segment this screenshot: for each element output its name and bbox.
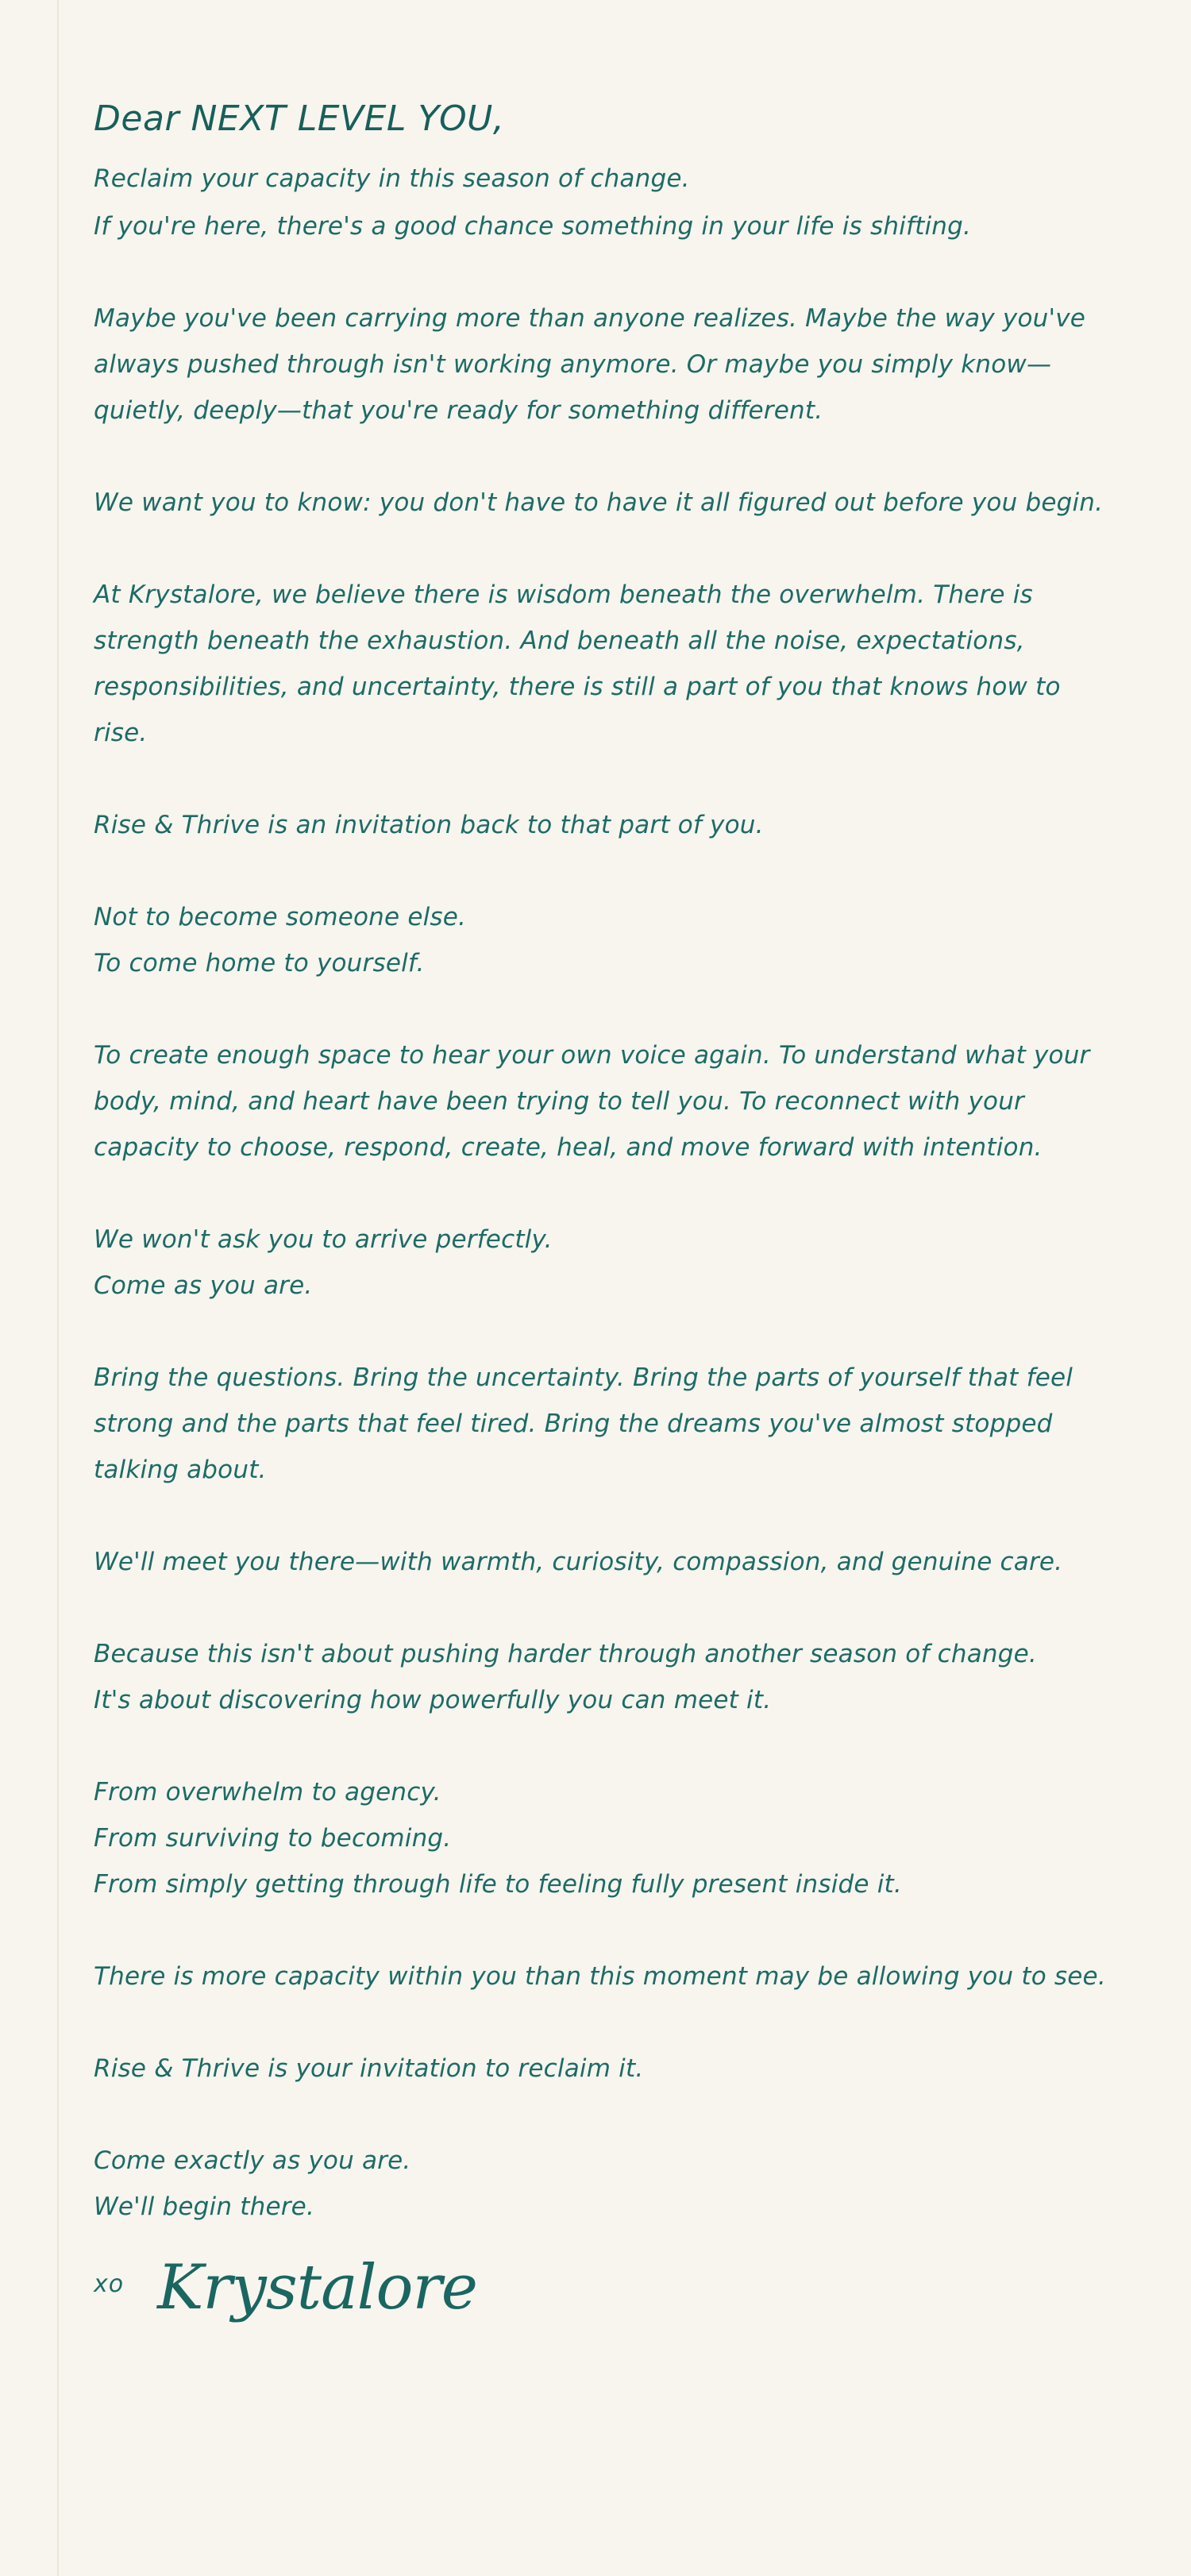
letter-greeting: Dear NEXT LEVEL YOU, (94, 98, 505, 139)
paragraph-reclaim-it: Rise & Thrive is your invitation to reclaim it. (94, 2054, 644, 2083)
intro-line-1: Reclaim your capacity in this season of change. (94, 164, 690, 193)
paragraph-figured-out: We want you to know: you don't have to have it all figured out before you begin. (94, 488, 1104, 517)
paragraph-more-capacity: There is more capacity within you than this moment may be allowing you to see. (94, 1962, 1106, 1991)
arrive-perfectly-line: We won't ask you to arrive perfectly. (94, 1225, 553, 1254)
closing-line-1: Come exactly as you are. (94, 2146, 411, 2175)
paragraph-invitation: Rise & Thrive is an invitation back to that part of you. (94, 811, 764, 839)
come-home-line: To come home to yourself. (94, 949, 425, 978)
pushing-harder-line: Because this isn't about pushing harder through another season of change. (94, 1640, 1037, 1668)
signature-krystalore: Krystalore (157, 2252, 477, 2323)
paragraph-create-space: To create enough space to hear your own voice again. To understand what your body, mind, and heart have been trying to tell you. To reconnect with your capacity to choose, respond, create, heal, and move forward with intention. (94, 1041, 1090, 1162)
fully-present-line: From simply getting through life to feeling fully present inside it. (94, 1870, 902, 1899)
paragraph-wisdom: At Krystalore, we believe there is wisdom beneath the overwhelm. There is strength beneath the exhaustion. And beneath all the noise, expectations, responsibilities, and uncertainty, there is still a part of you that knows how to rise. (94, 580, 1061, 747)
closing-line-2: We'll begin there. (94, 2192, 315, 2221)
intro-line-2: If you're here, there's a good chance something in your life is shifting. (94, 212, 972, 241)
signoff-xo: xo (94, 2270, 125, 2298)
discovering-line: It's about discovering how powerfully you can meet it. (94, 1686, 772, 1714)
overwhelm-to-agency-line: From overwhelm to agency. (94, 1778, 441, 1807)
paragraph-carrying: Maybe you've been carrying more than anyone realizes. Maybe the way you've always pushed through isn't working anymore. Or maybe you simply know—quietly, deeply—that you're ready for something different. (94, 304, 1086, 425)
paragraph-bring-questions: Bring the questions. Bring the uncertainty. Bring the parts of yourself that feel strong and the parts that feel tired. Bring the dreams you've almost stopped talking about. (94, 1363, 1073, 1484)
signature-block (94, 2252, 1110, 2328)
paragraph-meet-you-there: We'll meet you there—with warmth, curiosity, compassion, and genuine care. (94, 1548, 1063, 1576)
page-margin-rule (57, 0, 59, 2576)
not-someone-else-line: Not to become someone else. (94, 903, 467, 931)
surviving-to-becoming-line: From surviving to becoming. (94, 1824, 452, 1853)
come-as-you-are-line: Come as you are. (94, 1271, 313, 1300)
letter-body (94, 94, 1110, 2328)
